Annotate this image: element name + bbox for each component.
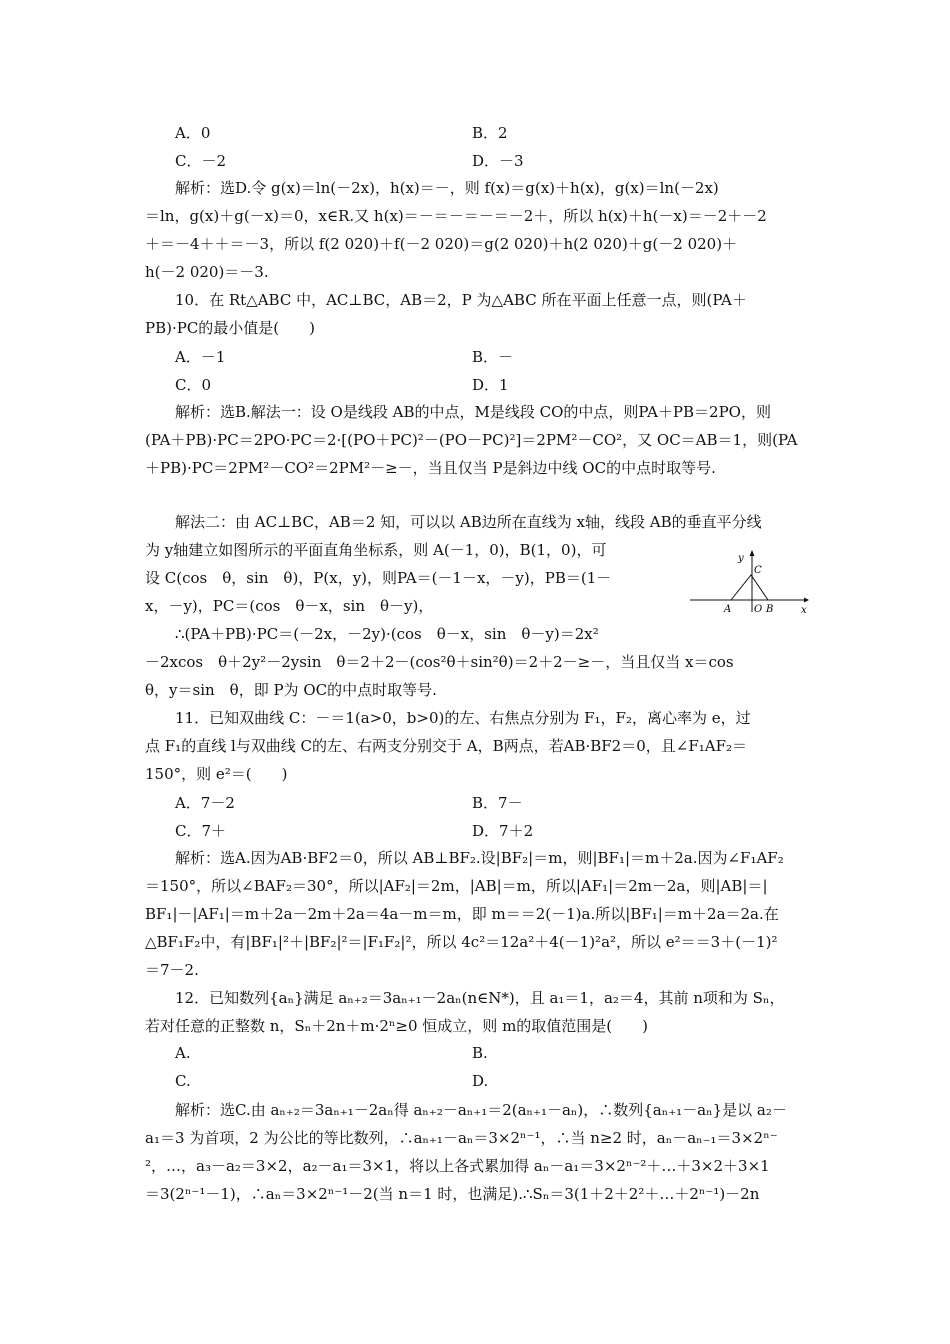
q9-solution-line: ＝ln，g(x)＋g(－x)＝0，x∈R.又 h(x)＝－＝－＝－＝－2＋，所以 h(x)＋h(－x)＝－2＋－2 [145,207,767,225]
q12-option-b: B. [472,1044,488,1062]
q10-solution1-line: 解析：选B.解法一：设 O是线段 AB的中点，M是线段 CO的中点，则PA＋PB＝2PO，则 [175,403,771,421]
q9-option-d: D．－3 [472,152,524,170]
q10-solution2-line: 解法二：由 AC⊥BC，AB＝2 知，可以以 AB边所在直线为 x轴，线段 AB的垂直平分线 [175,513,762,531]
q12-stem-line: 12．已知数列{aₙ}满足 aₙ₊₂＝3aₙ₊₁－2aₙ(n∈N*)，且 a₁＝1，a₂＝4，其前 n项和为 Sₙ， [175,989,785,1007]
y-axis-label: y [738,553,744,564]
x-axis-label: x [801,605,807,614]
point-c-label: C [754,565,762,576]
q10-stem-line: 10．在 Rt△ABC 中，AC⊥BC，AB＝2，P 为△ABC 所在平面上任意一点，则(PA＋ [175,291,747,309]
x-axis-arrow-icon [804,598,809,603]
q12-solution-line: 解析：选C.由 aₙ₊₂＝3aₙ₊₁－2aₙ得 aₙ₊₂－aₙ₊₁＝2(aₙ₊₁－aₙ)，∴数列{aₙ₊₁－aₙ}是以 a₂－ [175,1101,787,1119]
q9-solution-line: 解析：选D.令 g(x)＝ln(－2x)，h(x)＝－，则 f(x)＝g(x)＋h(x)，g(x)＝ln(－2x) [175,179,719,197]
q11-option-a: A．7－2 [175,794,235,812]
q11-option-b: B．7－ [472,794,523,812]
q9-solution-line: h(－2 020)＝－3. [145,263,269,281]
q11-stem-line: 150°，则 e²＝( ) [145,765,288,783]
q12-stem-line: 若对任意的正整数 n，Sₙ＋2n＋m·2ⁿ≥0 恒成立，则 m的取值范围是( ) [145,1017,649,1035]
triangle-abc [731,575,768,600]
q10-solution2-line: 为 y轴建立如图所示的平面直角坐标系，则 A(－1，0)，B(1，0)，可 [145,541,607,559]
q10-solution1-line: (PA＋PB)·PC＝2PO·PC＝2·[(PO＋PC)²－(PO－PC)²]＝2PM²－CO²，又 OC＝AB＝1，则(PA [145,431,798,449]
q10-solution2-line: θ，y＝sin θ，即 P为 OC的中点时取等号. [145,681,437,699]
q12-option-c: C. [175,1072,191,1090]
q11-solution-line: ＝150°，所以∠BAF₂＝30°，所以|AF₂|＝2m，|AB|＝m，所以|AF₁|＝2m－2a，则|AB|＝| [145,877,768,895]
point-a-label: A [724,604,732,614]
q9-option-c: C．－2 [175,152,227,170]
q10-stem-line: PB)·PC的最小值是( ) [145,319,316,337]
q10-solution2-line: x，－y)，PC＝(cos θ－x，sin θ－y)， [145,597,434,615]
q11-option-d: D．7＋2 [472,822,534,840]
q12-solution-line: ＝3(2ⁿ⁻¹－1)，∴aₙ＝3×2ⁿ⁻¹－2(当 n＝1 时，也满足).∴Sₙ＝3(1＋2＋2²＋…＋2ⁿ⁻¹)－2n [145,1185,760,1203]
q9-option-b: B．2 [472,124,508,142]
q10-solution2-line: －2xcos θ＋2y²－2ysin θ＝2＋2－(cos²θ＋sin²θ)＝2＋2－≥－，当且仅当 x＝cos [145,653,734,671]
q10-option-c: C．0 [175,376,212,394]
point-o-label: O [754,604,763,614]
q9-option-a: A．0 [175,124,211,142]
q10-solution1-line: ＋PB)·PC＝2PM²－CO²＝2PM²－≥－，当且仅当 P是斜边中线 OC的中点时取等号. [145,459,716,477]
q10-solution2-line: 设 C(cos θ，sin θ)，P(x，y)，则PA＝(－1－x，－y)，PB＝(1－ [145,569,612,587]
q12-option-a: A. [175,1044,191,1062]
q11-solution-line: 解析：选A.因为AB·BF2＝0，所以 AB⊥BF₂.设|BF₂|＝m，则|BF₁|＝m＋2a.因为∠F₁AF₂ [175,849,784,867]
y-axis-arrow-icon [750,550,755,556]
q11-stem-line: 11．已知双曲线 C：－＝1(a>0，b>0)的左、右焦点分别为 F₁，F₂，离心率为 e，过 [175,709,751,727]
q10-option-d: D．1 [472,376,509,394]
point-b-label: B [766,604,774,614]
q12-solution-line: a₁＝3 为首项，2 为公比的等比数列，∴aₙ₊₁－aₙ＝3×2ⁿ⁻¹，∴当 n≥2 时，aₙ－aₙ₋₁＝3×2ⁿ⁻ [145,1129,778,1147]
q11-solution-line: BF₁|－|AF₁|＝m＋2a－2m＋2a＝4a－m＝m，即 m＝＝2(－1)a.所以|BF₁|＝m＋2a＝2a.在 [145,905,779,923]
q12-solution-line: ²，…，a₃－a₂＝3×2，a₂－a₁＝3×1，将以上各式累加得 aₙ－a₁＝3×2ⁿ⁻²＋…＋3×2＋3×1 [145,1157,770,1175]
q11-solution-line: ＝7－2. [145,961,199,979]
q9-solution-line: ＋＝－4＋＋＝－3，所以 f(2 020)＋f(－2 020)＝g(2 020)＋h(2 020)＋g(－2 020)＋ [145,235,738,253]
q11-stem-line: 点 F₁的直线 l与双曲线 C的左、右两支分别交于 A，B两点，若AB·BF2＝0，且∠F₁AF₂＝ [145,737,748,755]
q12-option-d: D. [472,1072,489,1090]
coordinate-figure [688,548,810,614]
q10-option-b: B．－ [472,348,514,366]
q11-solution-line: △BF₁F₂中，有|BF₁|²＋|BF₂|²＝|F₁F₂|²，所以 4c²＝12a²＋4(－1)²a²，所以 e²＝＝3＋(－1)² [145,933,778,951]
q11-option-c: C．7＋ [175,822,227,840]
q10-option-a: A．－1 [175,348,226,366]
q10-solution2-line: ∴(PA＋PB)·PC＝(－2x，－2y)·(cos θ－x，sin θ－y)＝2x² [175,625,599,643]
